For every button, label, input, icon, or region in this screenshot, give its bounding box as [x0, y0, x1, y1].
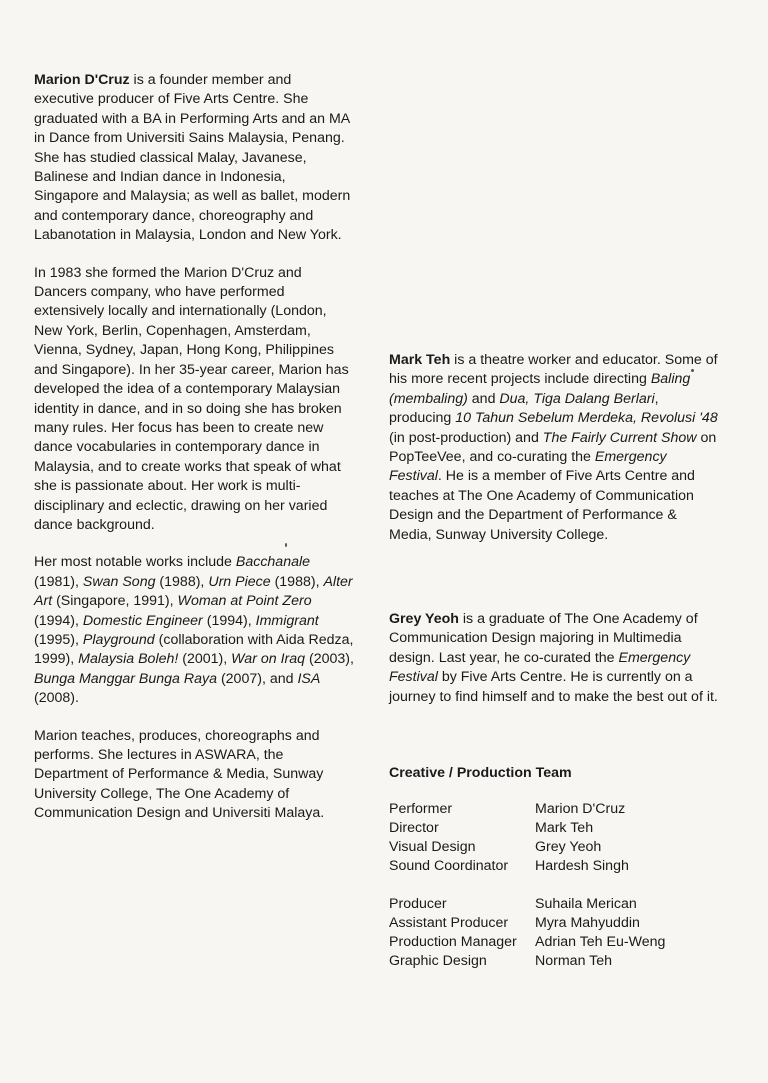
marion-bio-paragraph-2: [34, 264, 354, 536]
work-title: Emergency Festival: [389, 449, 667, 485]
bio-text: (in post-production) and: [389, 429, 543, 446]
work-title: Dua, Tiga Dalang Berlari: [499, 390, 655, 407]
bio-text: is a graduate of The One Academy of Communication Design majoring in Multimedia design. Last year, he co-curated the: [389, 611, 698, 666]
work-title: Playground: [82, 631, 155, 648]
bio-text: (1981),: [34, 573, 83, 590]
marion-bio-paragraph-3: [34, 553, 354, 708]
work-title: Domestic Engineer: [82, 612, 203, 629]
bio-text: (collaboration with Aida Redza, 1999),: [34, 631, 354, 668]
bio-text: on PopTeeVee, and co-curating the: [389, 429, 717, 466]
left-column: [34, 71, 354, 842]
bio-text: is a founder member and executive producer of Five Arts Centre. She graduated with a BA in Performing Arts and an MA in Dance from Universiti Sains Malaysia, Penang. She has studied classical Malay, Javanese, Balinese and Indian dance in Indonesia, Singapore and Malaysia; as well as ballet, modern and contemporary dance, choreography and Labanotation in Malaysia, London and New York.: [34, 72, 351, 244]
bio-text: (1988),: [270, 573, 324, 590]
work-title: Alter Art: [34, 573, 353, 610]
bio-text: (2007), and: [217, 670, 298, 687]
bio-text: (1994),: [34, 612, 83, 629]
bio-text: is a theatre worker and educator. Some of his more recent projects include directing: [389, 352, 718, 388]
work-title: Woman at Point Zero: [177, 593, 312, 610]
work-title: Immigrant: [255, 612, 319, 629]
team-group-1: [389, 800, 719, 876]
marion-bio-paragraph-4: [34, 727, 354, 824]
bio-name: Grey Yeoh: [389, 611, 459, 627]
team-role: Production Manager: [389, 934, 517, 951]
bio-text: (2003),: [305, 651, 354, 668]
team-role: Sound Coordinator: [389, 858, 509, 875]
grey-yeoh-bio: [389, 610, 719, 725]
team-group-2: [389, 895, 719, 971]
team-heading: Creative / Production Team: [389, 765, 572, 781]
bio-text: , producing: [389, 390, 659, 427]
bio-text: (2001),: [178, 651, 232, 668]
work-title: Malaysia Boleh!: [78, 651, 179, 668]
bio-text: . He is a member of Five Arts Centre and teaches at The One Academy of Communication Design and the Department of Performance & Media, Sunway University College.: [389, 468, 695, 543]
work-title: Bacchanale: [235, 554, 311, 571]
team-role: Performer: [389, 801, 453, 818]
team-role: Graphic Design: [389, 953, 487, 970]
bio-text: Her most notable works include: [34, 554, 236, 571]
work-title: Swan Song: [82, 573, 156, 590]
team-role: Producer: [389, 896, 447, 913]
bio-name: Mark Teh: [389, 352, 451, 368]
bio-text: and: [467, 390, 500, 407]
bio-text: In 1983 she formed the Marion D'Cruz and Dancers company, who have performed extensively locally and internationally (London, New York, Berlin, Copenhagen, Amsterdam, Vienna, Sydney, Japan, Hong Kong, Philippines and Singapore). In her 35-year career, Marion has developed the idea of a contemporary Malaysian identity in dance, and in so doing she has broken many rules. Her focus has been to create new dance vocabularies in contemporary dance in Malaysia, and to create works that speak of what she is passionate about. Her work is multi-disciplinary and eclectic, drawing on her varied dance background.: [34, 264, 349, 533]
team-member-name: Myra Mahyuddin: [535, 915, 640, 932]
grey-bio-paragraph: [389, 610, 719, 707]
bio-text: Marion teaches, produces, choreographs and performs. She lectures in ASWARA, the Department of Performance & Media, Sunway University College, The One Academy of Communication Design and Universiti Malaya.: [34, 727, 325, 822]
work-title: Urn Piece: [208, 573, 271, 590]
team-member-name: Hardesh Singh: [535, 858, 629, 875]
mark-bio-paragraph: [389, 351, 719, 545]
scan-speck: [691, 369, 694, 372]
team-role: Assistant Producer: [389, 915, 509, 932]
team-member-name: Mark Teh: [535, 820, 594, 837]
team-member-name: Adrian Teh Eu-Weng: [535, 934, 666, 951]
team-member-name: Suhaila Merican: [535, 896, 637, 913]
bio-text: by Five Arts Centre. He is currently on a journey to find himself and to make the best out of it.: [389, 669, 718, 705]
team-role: Director: [389, 820, 439, 837]
work-title: 10 Tahun Sebelum Merdeka, Revolusi '48: [455, 410, 718, 427]
scan-speck: [285, 543, 287, 547]
bio-text: (2008).: [34, 690, 79, 707]
work-title: The Fairly Current Show: [542, 429, 697, 446]
team-member-name: Grey Yeoh: [535, 839, 602, 856]
work-title: ISA: [297, 670, 321, 687]
team-member-name: Norman Teh: [535, 953, 613, 970]
work-title: Baling (membaling): [389, 371, 691, 407]
bio-text: (1994),: [202, 612, 256, 629]
work-title: Bunga Manggar Bunga Raya: [34, 670, 217, 687]
marion-bio-paragraph-1: [34, 71, 354, 246]
bio-name: Marion D'Cruz: [34, 72, 130, 88]
production-team: [389, 764, 719, 971]
bio-text: (Singapore, 1991),: [52, 593, 178, 610]
work-title: War on Iraq: [231, 651, 306, 668]
work-title: Emergency Festival: [389, 649, 691, 686]
team-member-name: Marion D'Cruz: [535, 801, 626, 818]
team-role: Visual Design: [389, 839, 476, 856]
bio-text: (1988),: [155, 573, 209, 590]
bio-text: (1995),: [34, 631, 83, 648]
mark-teh-bio: [389, 351, 719, 563]
